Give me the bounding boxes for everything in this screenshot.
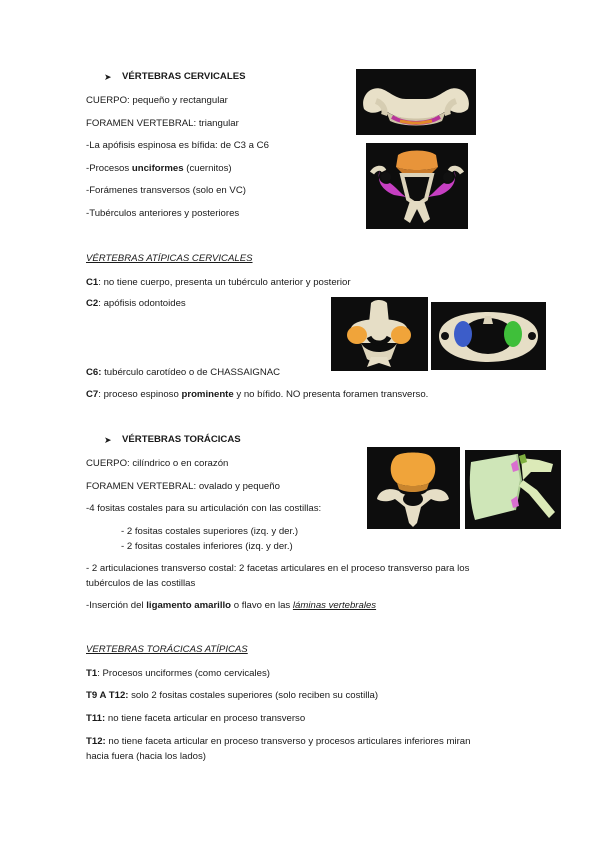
toracicas-sub2: - 2 fositas costales inferiores (izq. y der.): [121, 541, 293, 552]
cervical-body: CUERPO: pequeño y rectangular: [86, 95, 228, 106]
cervical-foramen: FORAMEN VERTEBRAL: triangular: [86, 118, 239, 129]
t9-t12-line: T9 A T12: solo 2 fositas costales superiores (solo reciben su costilla): [86, 690, 379, 701]
cervical-vertebra-superior-image: [366, 143, 468, 229]
toracicas-sub1: - 2 fositas costales superiores (izq. y der.): [121, 526, 299, 537]
toracicas-artic-line1: - 2 articulaciones transverso costal: 2 facetas articulares en el proceso transverso para los: [86, 563, 470, 574]
toracicas-foramen: FORAMEN VERTEBRAL: ovalado y pequeño: [86, 481, 280, 492]
toracicas-insercion: -Inserción del ligamento amarillo o flavo en las láminas vertebrales: [86, 600, 377, 611]
thoracic-vertebra-lateral-image: [465, 450, 561, 529]
cervical-espinosa: -La apófisis espinosa es bífida: de C3 a C6: [86, 140, 269, 151]
c2-line: C2: apófisis odontoides: [86, 298, 186, 309]
toracicas-body: CUERPO: cilíndrico o en corazón: [86, 458, 229, 469]
toracicas-artic-line2: tubérculos de las costillas: [86, 578, 196, 589]
toracicas-fositas: -4 fositas costales para su articulación con las costillas:: [86, 503, 322, 514]
bullet-arrow-icon: ➤: [104, 72, 112, 82]
t1-line: T1: Procesos unciformes (como cervicales): [86, 668, 270, 679]
section-title-cervical: VÉRTEBRAS CERVICALES: [122, 71, 246, 82]
t12-line: T12: no tiene faceta articular en proceso transverso y procesos articulares inferiores miran: [86, 736, 471, 747]
c7-line: C7: proceso espinoso prominente y no bífido. NO presenta foramen transverso.: [86, 389, 429, 400]
cervical-forameness: -Forámenes transversos (solo en VC): [86, 185, 246, 196]
c1-atlas-image: [431, 302, 546, 370]
section-title-atipicas-cervicales: VÉRTEBRAS ATÍPICAS CERVICALES: [86, 253, 253, 264]
cervical-tuberculos: -Tubérculos anteriores y posteriores: [86, 208, 240, 219]
thoracic-vertebra-superior-image: [367, 447, 460, 529]
section-title-atipicas-toracicas: VERTEBRAS TORÁCICAS ATÍPICAS: [86, 644, 248, 655]
c6-line: C6: tubérculo carotídeo o de CHASSAIGNAC: [86, 367, 281, 378]
section-title-toracicas: VÉRTEBRAS TORÁCICAS: [122, 434, 241, 445]
cervical-procesos: -Procesos unciformes (cuernitos): [86, 163, 232, 174]
t12-line-2: hacia fuera (hacia los lados): [86, 751, 206, 762]
c2-axis-image: [331, 297, 428, 371]
t11-line: T11: no tiene faceta articular en proceso transverso: [86, 713, 306, 724]
c1-line: C1: no tiene cuerpo, presenta un tubérculo anterior y posterior: [86, 277, 351, 288]
cervical-vertebra-anterior-image: [356, 69, 476, 135]
bullet-arrow-icon: ➤: [104, 435, 112, 445]
